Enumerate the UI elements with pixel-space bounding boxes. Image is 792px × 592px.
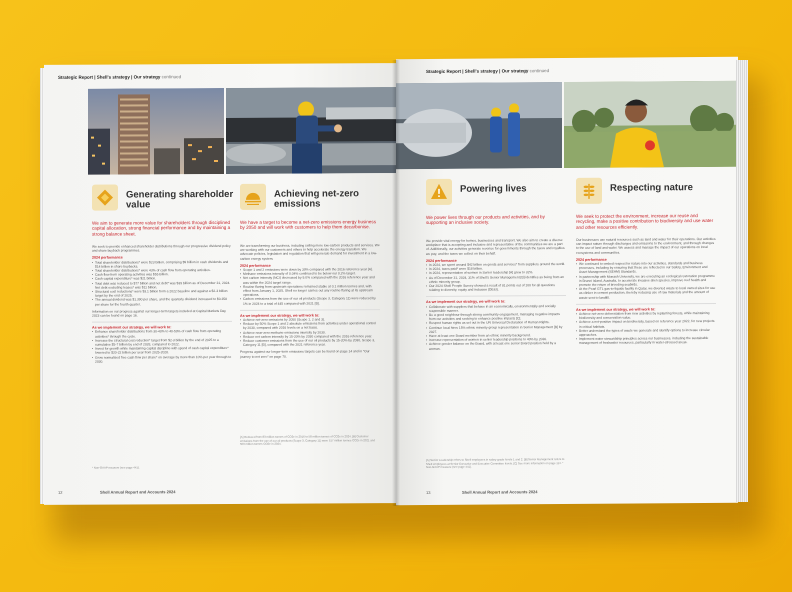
left-page-header: Strategic Report | Shell's strategy | Our strategy continued: [58, 74, 182, 80]
respecting-nature-column: [576, 175, 718, 346]
shareholder-value-title: Generating shareholder value: [126, 188, 234, 211]
net-zero-footnote: [A] Reduced from 83 million tonnes of CO2e in 2016 to 58 million tonnes of CO2e in 2024. [B] Customer emissions from the use of our oil products (Scope 3, Category 11) were 517 million tonnes CO2e in 2021 and 509 million tonnes CO2e in 2024.: [240, 434, 375, 447]
diamond-shares-icon: [92, 185, 118, 211]
sun-horizon-icon: [240, 184, 266, 210]
powering-lives-column: [426, 176, 568, 351]
shareholder-value-column: [92, 182, 234, 364]
net-zero-lead: We have a target to become a net-zero emissions energy business by 2050 and will work with customers to help them decarbonise.: [240, 219, 377, 231]
respecting-nature-lead: We seek to protect the environment, increase our reuse and recycling, make a positive contribution to biodiversity and use water and other resources efficiently.: [576, 213, 714, 230]
powering-lives-lead: We power lives through our products and activities, and by supporting an inclusive society.: [426, 214, 545, 226]
book-right-edge: [736, 60, 748, 502]
right-page-number: 13: [426, 489, 431, 495]
right-footer-title: Shell Annual Report and Accounts 2024: [462, 489, 538, 495]
net-zero-title: Achieving net-zero emissions: [274, 188, 359, 210]
shareholder-value-footnote: * Non-GAAP measure (see page 441).: [92, 465, 140, 470]
warning-triangle-icon: [426, 179, 452, 205]
workers-pipe-photo: [396, 82, 562, 169]
net-zero-column: [240, 181, 382, 359]
smiling-worker-photo: [564, 81, 738, 168]
powering-lives-footnote: [A] Senior Leadership refers to Shell employees in salary grade levels 1 and 2. [B] Senior Management refers to Shell employees at Senior Executive and Executive Committee levels. [C] See more information on page 114. * Non-GAAP measure (see page 441).: [426, 457, 565, 470]
right-page-header: Strategic Report | Shell's strategy | Our strategy continued: [426, 68, 550, 74]
book-gutter: [392, 60, 400, 506]
wheat-stalk-icon: [576, 178, 602, 204]
shareholder-value-lead: We aim to generate more value for shareholders through disciplined capital allocation, strong financial performance and by maintaining a strong balance sheet.: [92, 219, 231, 237]
respecting-nature-body: Our businesses use natural resources such as land and water for their operations. Our activities can impact nature through discharges and emissions to the environment, and through changes to the use of land and water. We assess and manage the impact of our operations on local ecosystems and communities. 2024 performance • We continued to embed respect for nature into our activities, standards and business processes, including by ensuring that these are reflected in our Safety, Environment and Asset Management (SEAM) Standards. • In partnership with Monash University, we are executing an ecological restoration programme in Brunei Island, Australia, to accelerate invasive alien species, improve reef health and promote the return of breeding seabirds. • At the Pearl GTL gas-to-liquids facility in Qatar, we diverted waste to local owned sites for use as clinker in cement production, thereby reducing use of raw materials and the amount of waste sent to landfill. As we implement our strategy, we will work to: • Achieve net-zero deforestation from new activities by replanting forests, while maintaining biodiversity and conservation value. • Achieve a net-positive impact on biodiversity, based on reference year 2022, for new projects in critical habitats. • Better understand the types of waste we generate and identify options to increase circular approaches. • Implement water stewardship principles across our businesses, including the sustainable management of freshwater resources, particularly in water-stressed areas.: [576, 237, 716, 346]
respecting-nature-title: Respecting nature: [610, 182, 693, 194]
powering-lives-title: Powering lives: [460, 183, 527, 195]
right-page: [396, 57, 738, 505]
city-towers-photo: [88, 88, 224, 175]
left-page-number: 12: [58, 489, 63, 495]
worker-pipeline-photo: [226, 87, 396, 174]
left-footer-title: Shell Annual Report and Accounts 2024: [100, 489, 176, 495]
powering-lives-body: We provide vital energy for homes, businesses and transport. We also aim to create a diverse workplace that is accepting and inclusive and representative of the communities we are a part of. Additionally, our activities generate revenue for governments through the taxes and royalties we pay, and the taxes we collect on their behalf. 2024 performance • In 2024, we spent around $42 billion on goods and services* from suppliers around the world. • In 2024, taxes paid* were $18 billion. • In 2024, representation of women in Senior leadership [A] grew to 32%. • As of December 31, 2024, 31% of Shell's Senior Management [B] identifies as being from an ethnic minority group. • Our 2024 Shell People Survey showed a result of 81 points out of 100 for all questions relating to diversity, equity and inclusion (DE&I). As we implement our strategy, we will work to: • Collaborate with suppliers that behave in an economically, environmentally and socially responsible manner. • Be a good neighbour through strong community engagement, managing negative impacts from our activities and seeking to enhance positive impacts [C]. • Respect human rights as set out in the UN Universal Declaration of Human Rights. • Continue local hires 15% ethnic minority group representation in Senior Management [B] by 2027. • Have at least one Board member from an ethnic minority background. • Increase representation of women in senior leadership positions to 40% by 2030. • Achieve gender balance on the Board, with at least one senior Board position held by a woman.: [426, 238, 566, 351]
left-page: [44, 63, 396, 505]
net-zero-body: We are transforming our business, including selling more low-carbon products and services. We are working with our customers and others to help accelerate the energy transition. We advocate policies, legislation and regulation that will generate demand for investment in a low-carbon energy system. 2024 performance • Scope 1 and 2 emissions were down by 30% compared with the 2016 reference year [A]. • Methane emissions intensity of 0.04% continued to be below our 0.2% target. • Net carbon intensity (NCI) decreased by 9.0% compared with the 2016 reference year and was within the 2024 target range. • Routine flaring from upstream operations remained stable at 0.1 million tonnes and, with effect from January 1, 2025, Shell no longer carries out any routine flaring at its upstream operations. • Carbon emissions from the use of our oil products (Scope 3, Category 11) were reduced by 1% in 2024 to a total of 445 compared with 2021 [B]. As we implement our strategy, we will work to: • Achieve net-zero emissions by 2050 (Scope 1, 2 and 3). • Reduce by 50% Scope 1 and 2 absolute emissions from activities under operational control by 2030, compared with 2016 levels on a net basis. • Achieve near-zero methane emissions intensity by 2030. • Reduce net carbon intensity by 15-20% by 2030 compared with the 2016 reference year. • Reduce customer emissions from the use of our oil products by 15-20% by 2030, Scope 3, Category 11 [B], compared with the 2021 reference year. Progress against our longer-term emissions targets can be found on page 14 and in "Our journey to net zero" on page 70.: [240, 243, 380, 359]
shareholder-value-body: We seek to provide enhanced shareholder distributions through our progressive dividend policy and share buyback programmes. 2024 performance • Total shareholder distributions* were $23 billion, comprising $9 billion in cash dividends and $14 billion in share buybacks. • Total shareholder distributions* were 43% of cash flow from operating activities. • Cash flow from operating activities was $55 billion. • Cash capital expenditure* was $21 billion. • Total debt was reduced to $77 billion and net debt* was $39 billion as of December 31, 2024. Net debt excluding leases* was $11 billion. • Structural cost reductions* were $3.1 billion from a 2022 baseline and against a $2-3 billion target by the end of 2025. • The annual dividend was $1.390 per share, and the quarterly dividend increased to $0.358 per share for the fourth quarter. Information on our progress against our longer-term targets included at Capital Markets Day 2023 can be found on page 16. As we implement our strategy, we will work to: • Enhance shareholder distributions from 30-40% to 40-50% of cash flow from operating activities* through the cycle. • Increase the structural cost reduction* target from $2-3 billion by the end of 2025 to a cumulative $5-7 billion by end of 2028, compared to 2022. • Invest for growth while maintaining capital discipline with spend of cash capital expenditure* lowered to $20-22 billion per year from 2025-2028. • Grow normalised free cash flow per share* on average by more than 10% per year through to 2030.: [92, 244, 232, 364]
